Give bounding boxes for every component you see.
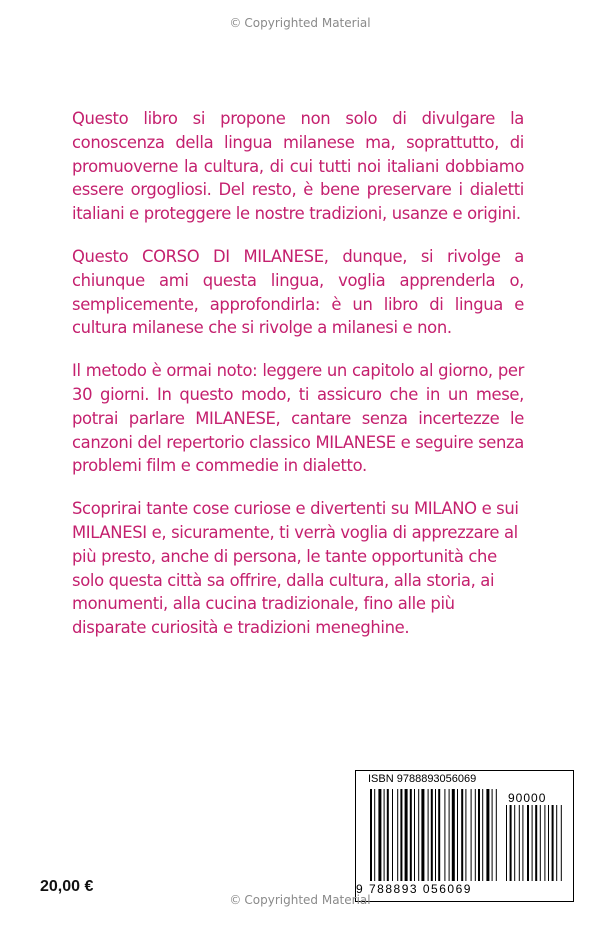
isbn-barcode <box>355 770 574 902</box>
barcode-digits: 9 788893 056069 <box>356 882 472 896</box>
watermark-text: Copyrighted Material <box>244 16 371 30</box>
price: 20,00 € <box>40 878 94 895</box>
isbn-label: ISBN 9788893056069 <box>368 773 477 785</box>
back-cover-description <box>72 107 524 659</box>
copyright-icon: © <box>229 893 242 907</box>
paragraph-corso: Questo CORSO DI MILANESE, dunque, si rivolge a chiunque ami questa lingua, voglia apprenderla o, semplicemente, approfondirla: è un libro di lingua e cultura milanese che si rivolge a milanesi e non. <box>72 246 524 338</box>
paragraph-intro: Questo libro si propone non solo di divulgare la conoscenza della lingua milanese ma, soprattutto, di promuoverne la cultura, di cui tutti noi italiani dobbiamo essere orgogliosi. Del resto, è bene preservare i dialetti italiani e proteggere le nostre tradizioni, usanze e origini. <box>72 109 524 224</box>
paragraph-metodo: Il metodo è ormai noto: leggere un capitolo al giorno, per 30 giorni. In questo modo, ti assicuro che in un mese, potrai parlare MILANESE, cantare senza incertezze le canzoni del repertorio classico MILANESE e seguire senza problemi film e commedie in dialetto. <box>72 361 524 476</box>
watermark-text: Copyrighted Material <box>244 893 371 907</box>
price-addon-code: 90000 <box>508 791 547 805</box>
copyright-icon: © <box>229 16 242 30</box>
paragraph-scoprirai: Scoprirai tante cose curiose e divertenti su MILANO e sui MILANESI e, sicuramente, ti verrà voglia di apprezzare al più presto, anche di persona, le tante opportunità che solo questa città sa offrire, dalla cultura, alla storia, ai monumenti, alla cucina tradizionale, fino alle più disparate curiosità e tradizioni meneghine. <box>72 499 519 638</box>
copyright-watermark-top <box>0 16 600 30</box>
copyright-watermark-bottom <box>0 893 600 907</box>
